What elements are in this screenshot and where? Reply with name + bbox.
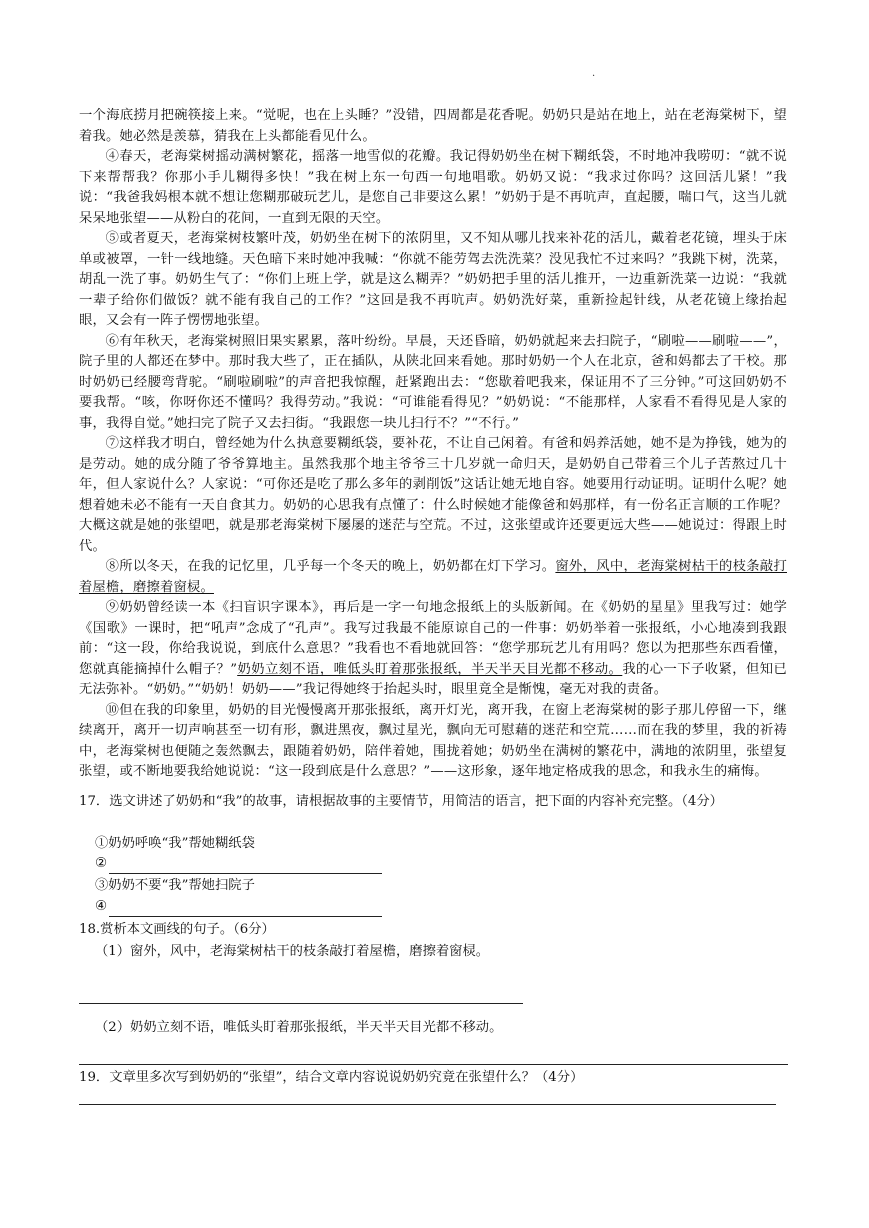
q17-answer-line-2[interactable] bbox=[109, 873, 382, 874]
q17-item-1: ①奶奶呼唤“我”帮她糊纸袋 bbox=[95, 836, 255, 851]
q19-answer-line[interactable] bbox=[79, 1104, 776, 1105]
underlined-sentence-2: 奶奶立刻不语，唯低头盯着那张报纸，半天半天目光都不移动。 bbox=[237, 661, 623, 677]
question-18: 18.赏析本文画线的句子。（6分） bbox=[79, 922, 275, 937]
paragraph-9-text-a: ⑨奶奶曾经读一本《扫盲识字课本》，再后是一字一句地念报纸上的头版新闻。在《奶奶的星星》里我写过：她学《国歌》一课时，把“吼声”念成了“孔声”。我写过我最不能原谅自己的一件事：奶奶举着一张报纸，小心地凑到我跟前：“这一段，你给我说说，到底什么意思？”我看也不看地就回答：“您学那玩艺儿有用吗？您以为把那些东西看懂，您就真能摘掉什么帽子？” bbox=[79, 600, 787, 677]
q17-answer-line-4[interactable] bbox=[109, 916, 382, 917]
paragraph-4: ④春天，老海棠树摇动满树繁花，摇落一地雪似的花瓣。我记得奶奶坐在树下糊纸袋，不时地冲我唠叨：“就不说下来帮帮我？你那小手儿糊得多快！”我在树上东一句西一句地唱歌。奶奶又说：“我求过你吗？这回活儿紧！”我说：“我爸我妈根本就不想让您糊那破玩艺儿，是您自己非要这么累！”奶奶于是不再吭声，直起腰，喘口气，这当儿就呆呆地张望——从粉白的花间，一直到无限的天空。 bbox=[79, 149, 787, 226]
paragraph-10: ⑩但在我的印象里，奶奶的目光慢慢离开那张报纸，离开灯光，离开我，在窗上老海棠树的影子那儿停留一下，继续离开，离开一切声响甚至一切有形，飘进黑夜，飘过星光，飘向无可慰藉的迷茫和空荒……而在我的梦里，我的祈祷中，老海棠树也便随之轰然飘去，跟随着奶奶，陪伴着她，围拢着她；奶奶坐在满树的繁花中，满地的浓阴里，张望复张望，或不断地要我给她说说：“这一段到底是什么意思？”——这形象，逐年地定格成我的思念，和我永生的痛悔。 bbox=[79, 702, 787, 779]
paragraph-6: ⑥有年秋天，老海棠树照旧果实累累，落叶纷纷。早晨，天还昏暗，奶奶就起来去扫院子，“刷啦——刷啦——”，院子里的人都还在梦中。那时我大些了，正在插队，从陕北回来看她。那时奶奶一个人在北京，爸和妈都去了干校。那时奶奶已经腰弯背驼。“刷啦刷啦”的声音把我惊醒，赶紧跑出去：“您歇着吧我来，保证用不了三分钟。”可这回奶奶不要我帮。“咳，你呀你还不懂吗？我得劳动。”我说：“可谁能看得见？”奶奶说：“不能那样，人家看不看得见是人家的事，我得自觉。”她扫完了院子又去扫街。“我跟您一块儿扫行不？”“不行。” bbox=[79, 333, 787, 431]
question-18-part-2: （2）奶奶立刻不语，唯低头盯着那张报纸，半天半天目光都不移动。 bbox=[95, 1020, 503, 1035]
underlined-sentence-1: 窗外，风中，老海棠树枯干的枝条敲打着屋檐，磨擦着窗棂。 bbox=[79, 559, 787, 595]
article-body bbox=[79, 106, 787, 783]
paragraph-9 bbox=[79, 598, 787, 701]
paragraph-7: ⑦这样我才明白，曾经她为什么执意要糊纸袋，要补花，不让自己闲着。有爸和妈养活她，她不是为挣钱，她为的是劳动。她的成分随了爷爷算地主。虽然我那个地主爷爷三十几岁就一命归天，是奶奶自己带着三个儿子苦熬过几十年，但人家说什么？人家说：“可你还是吃了那么多年的剥削饭”这话让她无地自容。她要用行动证明。证明什么呢？她想着她未必不能有一天自食其力。奶奶的心思我有点懂了：什么时候她才能像爸和妈那样，有一份名正言顺的工作呢？大概这就是她的张望吧，就是那老海棠树下屡屡的迷茫与空荒。不过，这张望或许还要更远大些——她说过：得跟上时代。 bbox=[79, 436, 787, 554]
question-19: 19．文章里多次写到奶奶的“张望”，结合文章内容说说奶奶究竟在张望什么？（4分） bbox=[79, 1070, 584, 1085]
question-17: 17．选文讲述了奶奶和“我”的故事，请根据故事的主要情节，用简洁的语言，把下面的内容补充完整。（4分） bbox=[79, 794, 723, 809]
paragraph-8 bbox=[79, 557, 787, 598]
q17-item-2: ② bbox=[95, 856, 107, 871]
q17-item-3: ③奶奶不要“我”帮她扫院子 bbox=[95, 878, 255, 893]
paragraph-8-text: ⑧所以冬天，在我的记忆里，几乎每一个冬天的晚上，奶奶都在灯下学习。 bbox=[105, 559, 556, 574]
question-18-part-1: （1）窗外，风中，老海棠树枯干的枝条敲打着屋檐，磨擦着窗棂。 bbox=[95, 944, 490, 959]
q18-1-answer-line[interactable] bbox=[79, 1003, 523, 1004]
header-dot: . bbox=[592, 68, 596, 79]
q18-2-answer-line[interactable] bbox=[79, 1064, 788, 1065]
paragraph-9-text-b: 我的心一下子收紧，但知已无法弥补。“奶奶。”“奶奶！奶奶——”我记得她终于抬起头时，眼里竟全是惭愧，毫无对我的责备。 bbox=[79, 661, 788, 697]
q17-item-4: ④ bbox=[95, 899, 107, 914]
paragraph-3-continued: 一个海底捞月把碗筷接上来。“觉呢，也在上头睡？”没错，四周都是花香呢。奶奶只是站在地上，站在老海棠树下，望着我。她必然是羡慕，猜我在上头都能看见什么。 bbox=[79, 108, 787, 144]
paragraph-5: ⑤或者夏天，老海棠树枝繁叶茂，奶奶坐在树下的浓阴里，又不知从哪儿找来补花的活儿，戴着老花镜，埋头于床单或被罩，一针一线地缝。天色暗下来时她冲我喊：“你就不能劳驾去洗洗菜？没见我忙不过来吗？”我跳下树，洗菜，胡乱一洗了事。奶奶生气了：“你们上班上学，就是这么糊弄？”奶奶把手里的活儿推开，一边重新洗菜一边说：“我就一辈子给你们做饭？就不能有我自己的工作？”这回是我不再吭声。奶奶洗好菜，重新捡起针线，从老花镜上缘抬起眼，又会有一阵子愣愣地张望。 bbox=[79, 231, 787, 328]
